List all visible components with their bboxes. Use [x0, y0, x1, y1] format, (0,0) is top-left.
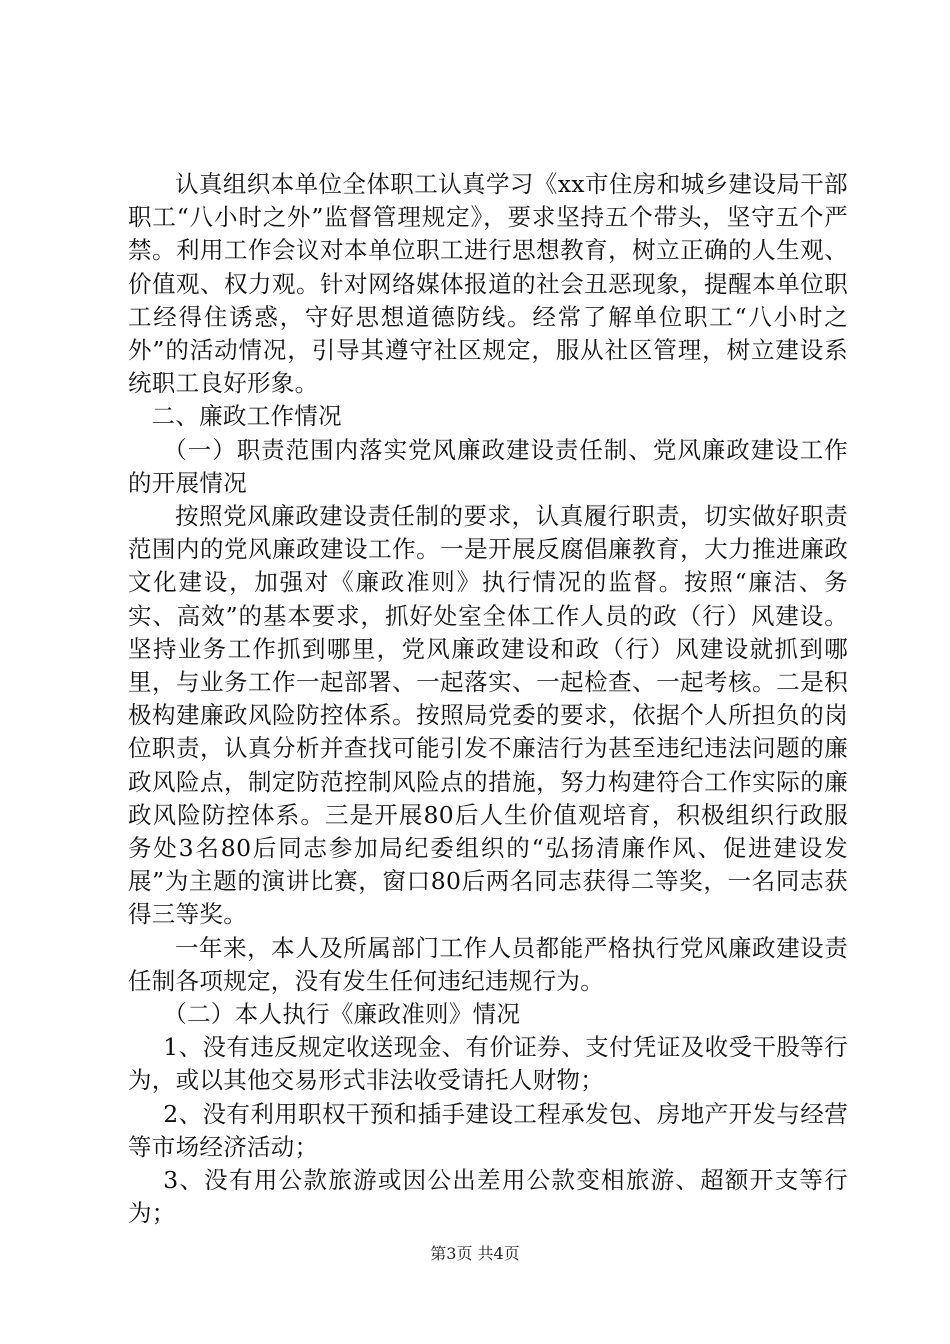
paragraph-annual-summary: 一年来，本人及所属部门工作人员都能严格执行党风廉政建设责任制各项规定，没有发生任何违纪违规行为。: [128, 933, 848, 995]
subsection-heading-responsibility: （一）职责范围内落实党风廉政建设责任制、党风廉政建设工作的开展情况: [128, 435, 848, 497]
list-item-1: 1、没有违反规定收送现金、有价证券、支付凭证及收受干股等行为，或以其他交易形式非法收受请托人财物；: [128, 1033, 848, 1095]
subsection-heading-code-compliance: （二）本人执行《廉政准则》情况: [163, 1000, 521, 1029]
paragraph-supervision: 认真组织本单位全体职工认真学习《xx市住房和城乡建设局干部职工“八小时之外”监督管理规定》，要求坚持五个带头，坚守五个严禁。利用工作会议对本单位职工进行思想教育，树立正确的人生观、价值观、权力观。针对网络媒体报道的社会丑恶现象，提醒本单位职工经得住诱惑，守好思想道德防线。经常了解单位职工“八小时之外”的活动情况，引导其遵守社区规定，服从社区管理，树立建设系统职工良好形象。: [128, 170, 848, 398]
list-item-3: 3、没有用公款旅游或因公出差用公款变相旅游、超额开支等行为；: [128, 1166, 848, 1228]
list-item-2: 2、没有利用职权干预和插手建设工程承发包、房地产开发与经营等市场经济活动；: [128, 1099, 848, 1161]
document-body: [128, 168, 848, 1231]
paragraph-responsibility-details: 按照党风廉政建设责任制的要求，认真履行职责，切实做好职责范围内的党风廉政建设工作。一是开展反腐倡廉教育，大力推进廉政文化建设，加强对《廉政准则》执行情况的监督。按照“廉洁、务实、高效”的基本要求，抓好处室全体工作人员的政（行）风建设。坚持业务工作抓到哪里，党风廉政建设和政（行）风建设就抓到哪里，与业务工作一起部署、一起落实、一起检查、一起考核。二是积极构建廉政风险防控体系。按照局党委的要求，依据个人所担负的岗位职责，认真分析并查找可能引发不廉洁行为甚至违纪违法问题的廉政风险点，制定防范控制风险点的措施，努力构建符合工作实际的廉政风险防控体系。三是开展80后人生价值观培育，积极组织行政服务处3名80后同志参加局纪委组织的“弘扬清廉作风、促进建设发展”为主题的演讲比赛，窗口80后两名同志获得二等奖，一名同志获得三等奖。: [128, 502, 848, 929]
page-footer: 第3页 共4页: [430, 1244, 520, 1263]
section-heading-integrity-work: 二、廉政工作情况: [151, 402, 342, 431]
